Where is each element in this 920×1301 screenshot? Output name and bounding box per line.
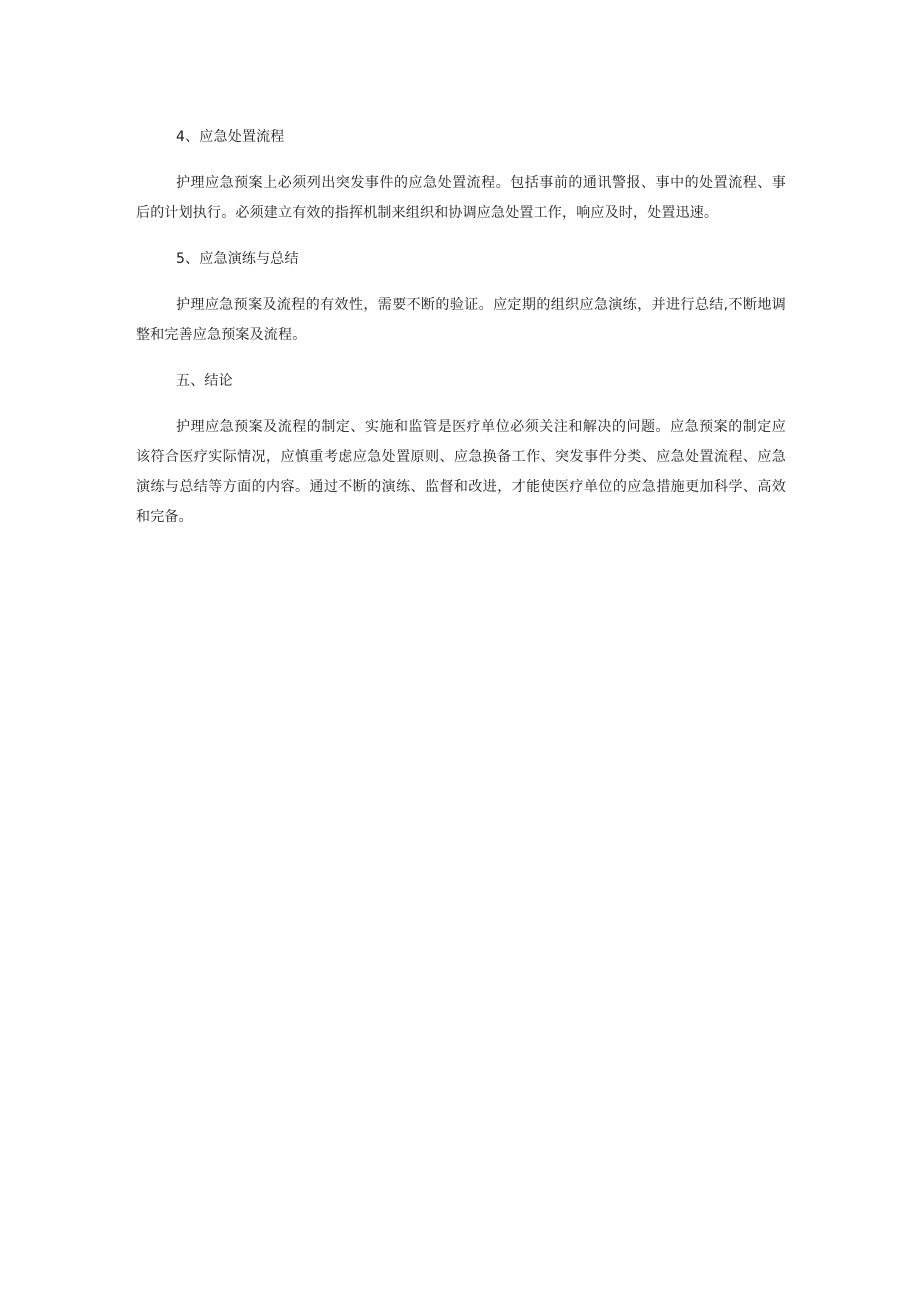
section-conclusion bbox=[136, 366, 786, 532]
section-emergency-procedure bbox=[136, 122, 786, 228]
document-page bbox=[136, 122, 786, 548]
section-paragraph: 护理应急预案及流程的有效性，需要不断的验证。应定期的组织应急演练，并进行总结,不断地调整和完善应急预案及流程。 bbox=[136, 297, 786, 343]
section-heading: 5、应急演练与总结 bbox=[176, 251, 299, 267]
section-heading: 五、结论 bbox=[176, 373, 233, 389]
section-paragraph: 护理应急预案及流程的制定、实施和监管是医疗单位必须关注和解决的问题。应急预案的制定应该符合医疗实际情况，应慎重考虑应急处置原则、应急换备工作、突发事件分类、应急处置流程、应急演练与总结等方面的内容。通过不断的演练、监督和改进，才能使医疗单位的应急措施更加科学、高效和完备。 bbox=[136, 419, 786, 525]
section-drill-summary bbox=[136, 244, 786, 350]
section-paragraph: 护理应急预案上必须列出突发事件的应急处置流程。包括事前的通讯警报、事中的处置流程、事后的计划执行。必须建立有效的指挥机制来组织和协调应急处置工作，响应及时，处置迅速。 bbox=[136, 175, 786, 221]
section-heading: 4、应急处置流程 bbox=[176, 129, 285, 145]
